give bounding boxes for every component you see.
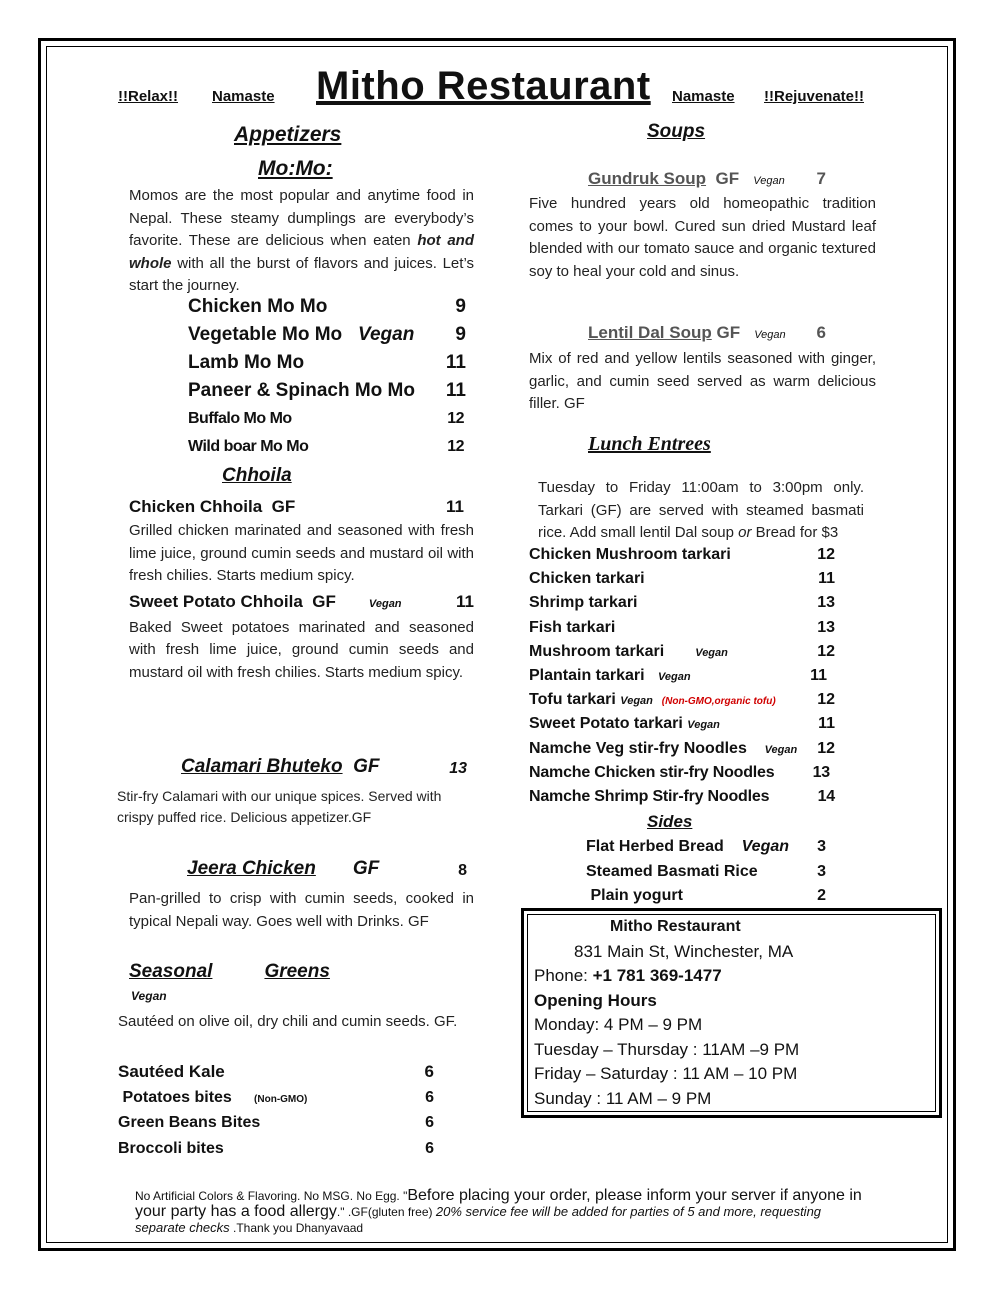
menu-item: Tofu tarkari Vegan (Non-GMO,organic tofu) 12 [529,691,835,709]
info-box [534,915,930,1111]
momo-description: Momos are the most popular and anytime food in Nepal. These steamy dumplings are everybody’s favorite. These are delicious when eaten hot and whole with all the burst of flavors and juices. Let’s start the journey. [129,187,475,294]
seasonal-list [118,1059,434,1161]
gundruk-soup-item: Gundruk Soup GF Vegan 7 [588,169,826,188]
menu-item: Plantain tarkari Vegan 11 [529,666,827,684]
header-rejuvenate: !!Rejuvenate!! [764,88,865,105]
info-hours-line: Sunday : 11 AM – 9 PM [534,1088,712,1108]
sides-list [586,835,826,909]
menu-item: Namche Chicken stir-fry Noodles 13 [529,763,830,781]
menu-item: Potatoes bites (Non-GMO) 6 [122,1088,434,1106]
menu-item: Sweet Potato Chhoila GF Vegan 11 [129,591,474,611]
menu-item: Lamb Mo Mo 11 [188,352,466,373]
menu-item: Fish tarkari 13 [529,618,835,636]
chhoila-section [129,495,474,684]
vegan-tag: Vegan [753,175,785,187]
menu-item: Buffalo Mo Mo 12 [188,410,464,427]
seasonal-vegan-tag: Vegan [131,989,167,1003]
chhoila-description: Baked Sweet potatoes marinated and seasoned with fresh lime juice, ground cumin seeds and mustard oil with fresh chilies. Starts medium spicy. [129,618,474,681]
menu-item: Steamed Basmati Rice 3 [586,862,826,880]
menu-item: Namche Veg stir-fry Noodles Vegan 12 [529,739,835,757]
vegan-tag: Vegan [764,743,798,756]
menu-item: Chicken Chhoila GF 11 [129,497,464,516]
vegan-tag: Vegan [357,324,415,345]
header-relax: !!Relax!! [118,88,179,105]
sides-heading: Sides [647,812,693,831]
info-hours-line: Friday – Saturday : 11 AM – 10 PM [534,1064,798,1083]
chhoila-description: Grilled chicken marinated and seasoned with fresh lime juice, ground cumin seeds and mustard oil with fresh chilies. Starts medium spicy. [129,522,474,584]
info-phone: Phone: +1 781 369-1477 [534,966,722,985]
menu-item: Namche Shrimp Stir-fry Noodles 14 [529,787,835,805]
restaurant-title: Mitho Restaurant [316,64,651,108]
menu-item: Wild boar Mo Mo 12 [188,438,464,455]
vegan-tag: Vegan [741,838,790,855]
vegan-tag: Vegan [695,646,728,659]
jeera-chicken-item: Jeera Chicken GF 8 [187,858,467,879]
vegan-tag: Vegan [657,670,691,683]
info-hours-line: Tuesday – Thursday : 11AM –9 PM [534,1039,800,1059]
seasonal-description: Sautéed on olive oil, dry chili and cumin seeds. GF. [118,1013,458,1030]
vegan-tag: Vegan [754,329,786,341]
lentil-soup-item: Lentil Dal Soup GF Vegan 6 [588,323,826,342]
info-hours-title: Opening Hours [534,990,657,1010]
organic-tofu-note: (Non-GMO,organic tofu) [661,696,776,708]
info-address: 831 Main St, Winchester, MA [574,941,794,961]
footer-note: No Artificial Colors & Flavoring. No MSG. No Egg. "Before placing your order, please inform your server if anyone in your party has a food allergy." .GF(gluten free) 20% service fee will be added for parties of 5 and more, requesting separate checks .Thank you Dhanyavaad [135,1187,862,1235]
header-namaste-right: Namaste [672,88,735,105]
non-gmo-note: (Non-GMO) [254,1093,308,1105]
menu-item: Shrimp tarkari 13 [529,594,835,612]
lunch-entrees-heading: Lunch Entrees [588,433,711,455]
menu-item: Chicken tarkari 11 [529,570,835,588]
chhoila-heading: Chhoila [222,465,292,486]
lunch-intro: Tuesday to Friday 11:00am to 3:00pm only. Tarkari (GF) are served with steamed basmati rice. Add small lentil Dal soup or Bread for $3 [538,479,864,541]
jeera-chicken-description: Pan-grilled to crisp with cumin seeds, cooked in typical Nepali way. Goes well with Drinks. GF [129,890,474,930]
page-header [118,66,884,114]
menu-item: Plain yogurt 2 [590,887,826,904]
lunch-list [529,543,835,809]
momo-list [188,293,466,461]
menu-item: Sweet Potato tarkari Vegan 11 [529,715,835,733]
menu-item: Vegetable Mo Mo Vegan 9 [188,324,466,345]
lentil-soup-description: Mix of red and yellow lentils seasoned with ginger, garlic, and cumin seed served as warm delicious filler. GF [529,350,876,412]
calamari-item: Calamari Bhuteko GF 13 [181,756,467,777]
info-hours-line: Monday: 4 PM – 9 PM [534,1015,703,1034]
menu-item: Paneer & Spinach Mo Mo 11 [188,380,466,401]
gundruk-soup-description: Five hundred years old homeopathic tradition comes to your bowl. Cured sun dried Mustard leaf blended with our tomato sauce and organic textured soy to heal your cold and sinus. [529,195,876,280]
header-namaste-left: Namaste [212,88,275,105]
vegan-tag: Vegan [620,695,653,708]
appetizers-heading: Appetizers [234,123,342,146]
info-name: Mitho Restaurant [610,918,741,935]
momo-heading: Mo:Mo: [258,157,333,180]
soups-heading: Soups [647,121,706,142]
menu-item: Chicken Mushroom tarkari 12 [529,546,835,563]
vegan-tag: Vegan [687,719,720,732]
seasonal-greens-heading: Seasonal Greens [129,961,330,982]
menu-item: Mushroom tarkari Vegan 12 [529,642,835,660]
menu-item: Sautéed Kale 6 [118,1062,434,1081]
menu-item: Flat Herbed Bread Vegan 3 [586,838,826,855]
menu-item: Green Beans Bites 6 [118,1114,434,1131]
menu-item: Broccoli bites 6 [118,1139,434,1157]
vegan-tag: Vegan [368,597,402,610]
menu-item: Chicken Mo Mo 9 [188,296,466,317]
calamari-description: Stir-fry Calamari with our unique spices. Served with crispy puffed rice. Delicious appetizer.GF [117,788,442,825]
